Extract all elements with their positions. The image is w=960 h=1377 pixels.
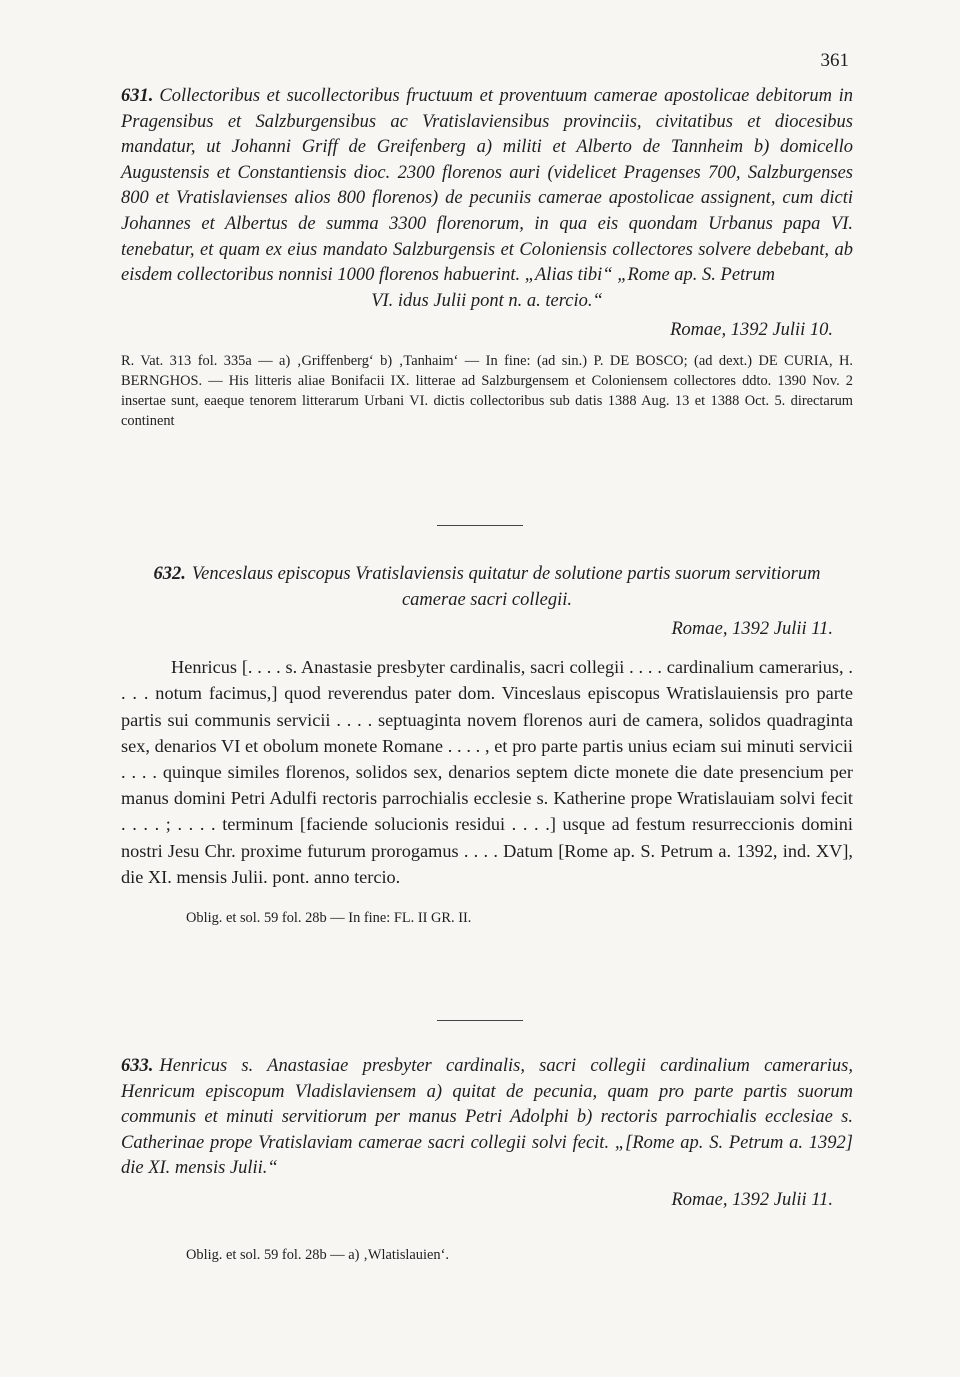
date-632: Romae, 1392 Julii 11.: [671, 619, 833, 640]
entry-631: [121, 84, 853, 431]
separator-rule: [437, 1020, 523, 1021]
date-633: Romae, 1392 Julii 11.: [671, 1189, 833, 1210]
regest-text: Venceslaus episcopus Vratislaviensis quitatur de solutione partis suorum servitiorum camerae sacri collegii.: [191, 564, 821, 610]
entry-number: 631.: [121, 86, 154, 106]
regest-631-closing: VI. idus Julii pont n. a. tercio.“: [371, 290, 603, 311]
entry-633: [121, 1054, 853, 1264]
document-text-632: Henricus [. . . . s. Anastasie presbyter cardinalis, sacri collegii . . . . cardinalium camerarius, . . . . notum facimus,] quod reverendus pater dom. Vinceslaus episcopus Wratislauiensis pro parte partis sui communis servicii . . . . septuaginta novem florenos auri de camera, solidos quadraginta sex, denarios VI et obolum monete Romane . . . . , et pro parte partis unius eciam sui minuti servicii . . . . quinque similes florenos, solidos sex, denarios septem dicte monete die date presencium per manus domini Petri Adulfi rectoris parrochialis ecclesie s. Katherine prope Wratislauiam solvi fecit . . . . ; . . . . terminum [faciende solucionis residui . . . .] usque ad festum resurreccionis domini nostri Jesu Chr. proxime futurum prorogamus . . . . Datum [Rome ap. S. Petrum a. 1392, ind. XV], die XI. mensis Julii. pont. anno tercio.: [121, 657, 853, 887]
notes-631: R. Vat. 313 fol. 335a — a) ‚Griffenberg‘ b) ‚Tanhaim‘ — In fine: (ad sin.) P. DE BOSCO; (ad dext.) DE CURIA, H. BERNGHOS. — His litteris aliae Bonifacii IX. litterae ad Salzburgensem et Coloniensem collectores ddto. 1390 Nov. 2 insertae sunt, eaeque tenorem litterarum Urbani VI. dictis collectoribus sub datis 1388 Aug. 13 et 1388 Oct. 5. directarum continent: [121, 353, 853, 430]
separator-rule: [437, 525, 523, 526]
regest-632: [121, 562, 853, 613]
entry-number: 633.: [121, 1056, 154, 1076]
date-631: Romae, 1392 Julii 10.: [670, 320, 833, 341]
page-number: 361: [820, 50, 849, 71]
notes-633: Oblig. et sol. 59 fol. 28b — a) ‚Wlatislauien‘.: [186, 1246, 449, 1263]
regest-text: Collectoribus et sucollectoribus fructuum et proventuum camerae apostolicae debitorum in Pragensibus et Salzburgensibus ac Vratislaviensibus provinciis, civitatibus et diocesibus mandatur, ut Johanni Griff de Greifenberg a) militi et Alberto de Tannheim b) domicello Augustensis et Constantiensis dioc. 2300 florenos auri (videlicet Pragenses 700, Salzburgenses 800 et Vratislavienses alios 800 florenos) de pecuniis camerae apostolicae assignent, cum dicti Johannes et Albertus de summa 3300 florenorum, in qua eis quondam Urbanus papa VI. tenebatur, et quam ex eius mandato Salzburgensis et Coloniensis collectores solvere debebant, ab eisdem collectoribus nonnisi 1000 florenos habuerint. „Alias tibi“ „Rome ap. S. Petrum: [121, 86, 853, 286]
entry-632: [121, 562, 853, 927]
regest-text: Henricus s. Anastasiae presbyter cardinalis, sacri collegii cardinalium camerarius, Henricum episcopum Vladislaviensem a) quitat de pecunia, quam pro parte partis suorum communis et minuti servitiorum per manus Petri Adolphi b) rectoris parrochialis ecclesiae s. Catherinae prope Vratislaviam camerae sacri collegii solvi fecit. „[Rome ap. S. Petrum a. 1392] die XI. mensis Julii.“: [121, 1056, 853, 1179]
entry-number: 632.: [153, 564, 186, 584]
regest-631: [121, 84, 853, 289]
notes-632: Oblig. et sol. 59 fol. 28b — In fine: FL. II GR. II.: [186, 910, 472, 927]
regest-633: [121, 1054, 853, 1182]
